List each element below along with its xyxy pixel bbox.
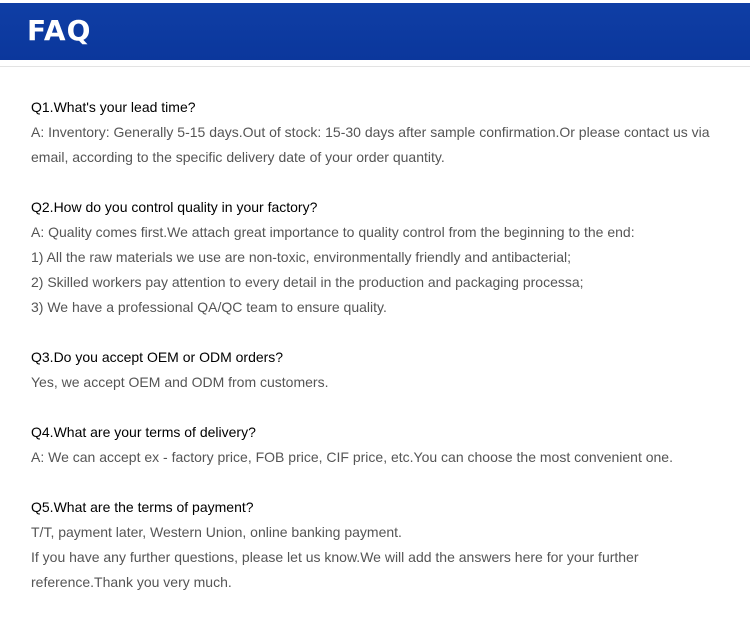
faq-question-4: Q4.What are your terms of delivery? — [31, 424, 256, 440]
faq-answer-line: Yes, we accept OEM and ODM from customers. — [31, 374, 329, 390]
faq-item-1 — [31, 95, 731, 170]
header-divider — [0, 66, 750, 67]
faq-question-5: Q5.What are the terms of payment? — [31, 499, 254, 515]
faq-answer-line: If you have any further questions, please let us know.We will add the answers here for your further — [31, 549, 639, 565]
faq-answer-line: email, according to the specific delivery date of your order quantity. — [31, 149, 445, 165]
faq-item-2 — [31, 195, 731, 320]
faq-header-banner — [0, 3, 750, 60]
faq-answer-line: T/T, payment later, Western Union, online banking payment. — [31, 524, 402, 540]
faq-answer-line: 1) All the raw materials we use are non-toxic, environmentally friendly and antibacterial; — [31, 249, 572, 265]
faq-question-2: Q2.How do you control quality in your factory? — [31, 199, 318, 215]
faq-question-1: Q1.What's your lead time? — [31, 99, 196, 115]
faq-item-3 — [31, 345, 731, 395]
faq-answer-line: A: Inventory: Generally 5-15 days.Out of stock: 15-30 days after sample confirmation.Or please contact us via — [31, 124, 710, 140]
faq-answer-line: A: We can accept ex - factory price, FOB price, CIF price, etc.You can choose the most convenient one. — [31, 449, 673, 465]
faq-list — [31, 95, 731, 620]
faq-item-5 — [31, 495, 731, 595]
faq-answer-line: 2) Skilled workers pay attention to every detail in the production and packaging processa; — [31, 274, 584, 290]
faq-answer-line: reference.Thank you very much. — [31, 574, 232, 590]
faq-question-3: Q3.Do you accept OEM or ODM orders? — [31, 349, 284, 365]
faq-answer-line: 3) We have a professional QA/QC team to ensure quality. — [31, 299, 387, 315]
page-title: FAQ — [27, 14, 92, 47]
faq-item-4 — [31, 420, 731, 470]
faq-answer-line: A: Quality comes first.We attach great importance to quality control from the beginning to the end: — [31, 224, 635, 240]
